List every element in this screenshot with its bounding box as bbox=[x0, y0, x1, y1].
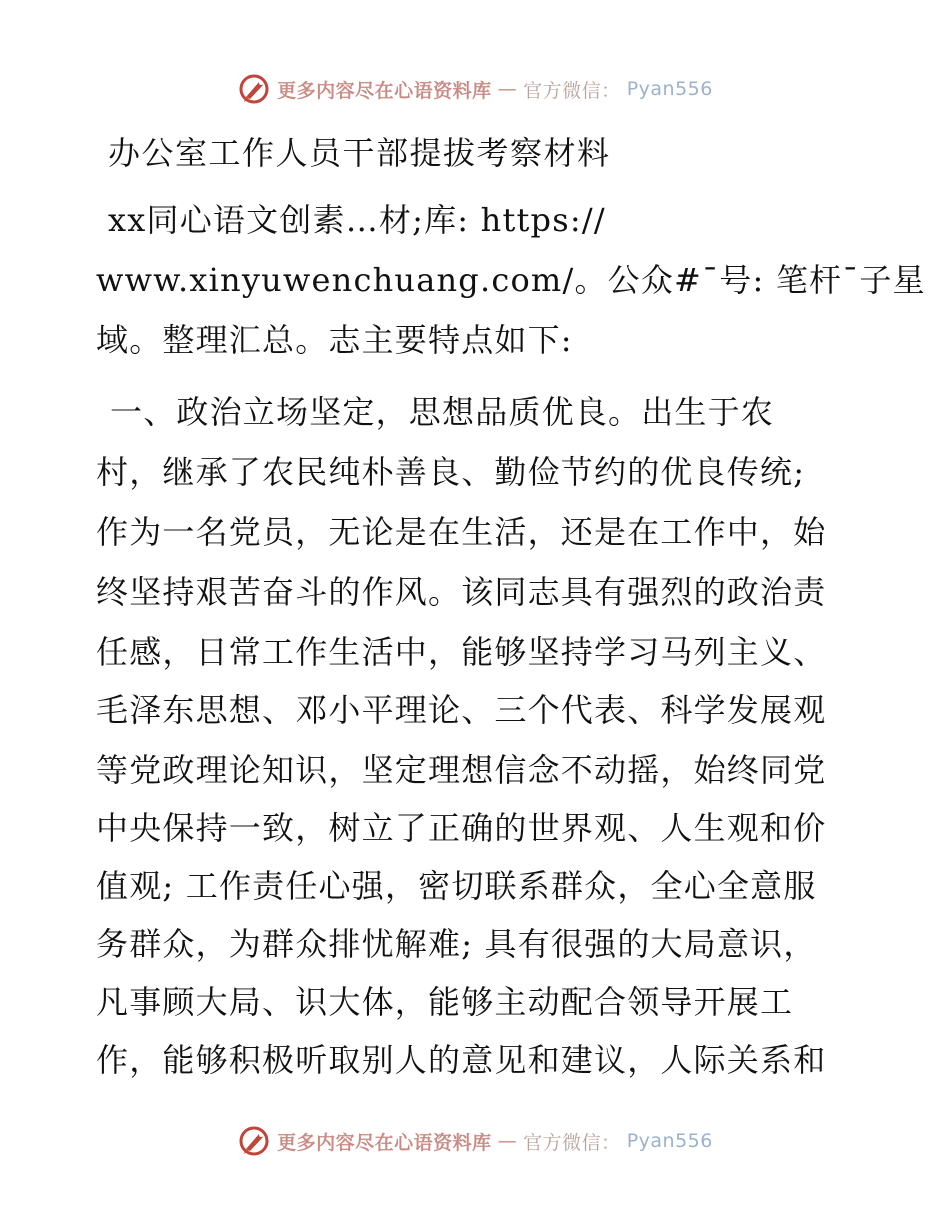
intro-line: xx同心语文创素…材;库: https:// bbox=[108, 201, 606, 239]
banner-official-label: 官方微信： bbox=[523, 79, 621, 102]
body-line: 作为一名党员，无论是在生活，还是在工作中，始 bbox=[96, 513, 827, 551]
body-line: 中央保持一致，树立了正确的世界观、人生观和价 bbox=[96, 809, 827, 847]
banner-separator: — bbox=[497, 1130, 518, 1152]
pen-logo-icon bbox=[237, 72, 271, 106]
header-banner bbox=[0, 72, 950, 106]
body-line: 凡事顾大局、识大体，能够主动配合领导开展工 bbox=[96, 983, 794, 1021]
body-line: 等党政理论知识，坚定理想信念不动摇，始终同党 bbox=[96, 751, 827, 789]
body-line: 作，能够积极听取别人的意见和建议，人际关系和 bbox=[96, 1041, 827, 1079]
banner-text: 更多内容尽在心语资料库 bbox=[277, 1131, 492, 1154]
body-line: 任感，日常工作生活中，能够坚持学习马列主义、 bbox=[96, 633, 827, 671]
body-line: 务群众，为群众排忧解难; 具有很强的大局意识， bbox=[96, 925, 817, 963]
body-line: 毛泽东思想、邓小平理论、三个代表、科学发展观 bbox=[96, 691, 827, 729]
intro-line: 域。整理汇总。志主要特点如下: bbox=[96, 321, 573, 359]
body-line: 村，继承了农民纯朴善良、勤俭节约的优良传统; bbox=[96, 453, 806, 491]
intro-line: www.xinyuwenchuang.com/。公众#¯号: 笔杆¯子星 bbox=[96, 261, 926, 299]
banner-account: Pyan556 bbox=[626, 78, 713, 100]
pen-logo-icon bbox=[237, 1124, 271, 1158]
body-line: 值观; 工作责任心强，密切联系群众，全心全意服 bbox=[96, 867, 817, 905]
footer-banner bbox=[0, 1124, 950, 1158]
banner-text: 更多内容尽在心语资料库 bbox=[277, 79, 492, 102]
banner-separator: — bbox=[497, 78, 518, 100]
banner-official-label: 官方微信： bbox=[523, 1131, 621, 1154]
body-line: 一、政治立场坚定，思想品质优良。出生于农 bbox=[110, 393, 775, 431]
document-title: 办公室工作人员干部提拔考察材料 bbox=[108, 134, 611, 172]
banner-account: Pyan556 bbox=[626, 1130, 713, 1152]
body-line: 终坚持艰苦奋斗的作风。该同志具有强烈的政治责 bbox=[96, 573, 827, 611]
